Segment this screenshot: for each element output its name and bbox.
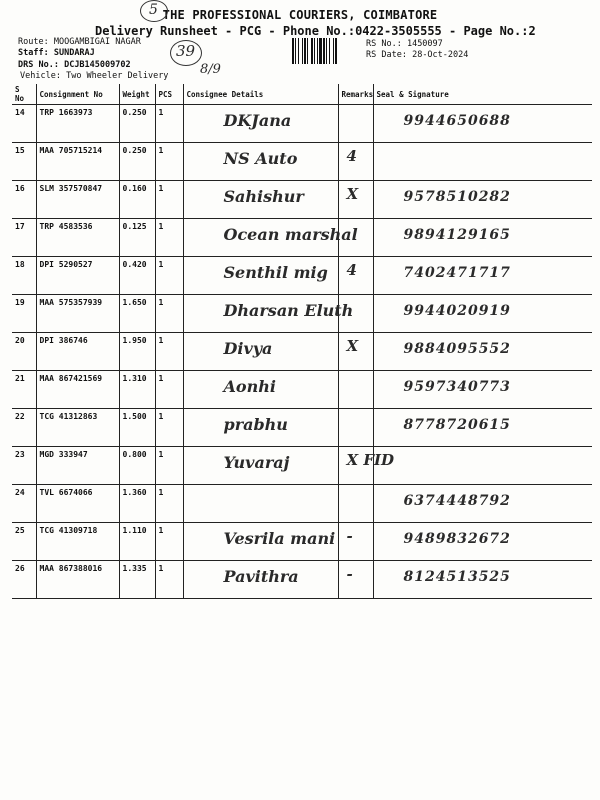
consignment-cell: DPI 386746 xyxy=(36,333,119,371)
consignment-cell: TVL 6674066 xyxy=(36,485,119,523)
runsheet-table xyxy=(12,84,592,599)
sno-cell: 23 xyxy=(12,447,36,485)
weight-cell: 1.950 xyxy=(119,333,155,371)
route-value: MOOGAMBIGAI NAGAR xyxy=(53,37,141,47)
pcs-cell: 1 xyxy=(155,447,183,485)
consignment-cell: MAA 575357939 xyxy=(36,295,119,333)
pcs-cell: 1 xyxy=(155,143,183,181)
consignee-cell xyxy=(183,485,338,523)
col-pcs: PCS xyxy=(155,84,183,105)
weight-cell: 0.800 xyxy=(119,447,155,485)
consignee-cell xyxy=(183,105,338,143)
rs-no-line xyxy=(366,39,443,49)
weight-cell: 1.110 xyxy=(119,523,155,561)
pcs-cell: 1 xyxy=(155,219,183,257)
sno-cell: 26 xyxy=(12,561,36,599)
handwritten-signature: 9894129165 xyxy=(403,227,511,243)
handwritten-signature: 8124513525 xyxy=(403,569,511,585)
consignee-cell xyxy=(183,295,354,333)
consignment-cell: DPI 5290527 xyxy=(36,257,119,295)
remarks-cell xyxy=(338,409,373,447)
handwritten-remark: - xyxy=(346,527,353,545)
handwritten-consignee: Sahishur xyxy=(223,187,304,206)
sno-cell: 14 xyxy=(12,105,36,143)
circled-count: 39 xyxy=(176,42,196,60)
remarks-cell xyxy=(338,485,373,523)
seal-cell xyxy=(373,561,592,599)
pcs-cell: 1 xyxy=(155,409,183,447)
sno-cell: 22 xyxy=(12,409,36,447)
handwritten-consignee: NS Auto xyxy=(223,149,298,168)
consignee-cell xyxy=(183,409,338,447)
weight-cell: 1.335 xyxy=(119,561,155,599)
weight-cell: 0.125 xyxy=(119,219,155,257)
drs-line xyxy=(18,60,131,70)
seal-cell xyxy=(373,143,592,181)
vehicle-label: Vehicle: xyxy=(20,71,61,81)
weight-cell: 0.420 xyxy=(119,257,155,295)
handwritten-consignee: Dharsan Eluth xyxy=(223,301,354,320)
rs-date-value: 28-Oct-2024 xyxy=(412,50,469,60)
consignment-cell: MGD 333947 xyxy=(36,447,119,485)
table-row xyxy=(12,257,592,295)
pcs-cell: 1 xyxy=(155,105,183,143)
rs-date-label: RS Date: xyxy=(366,50,407,60)
table-row xyxy=(12,523,592,561)
seal-cell xyxy=(373,523,592,561)
col-remarks: Remarks xyxy=(338,84,373,105)
rs-date-line xyxy=(366,50,468,60)
handwritten-signature: 9489832672 xyxy=(403,531,511,547)
consignment-cell: TCG 41309718 xyxy=(36,523,119,561)
pcs-cell: 1 xyxy=(155,257,183,295)
consignee-cell xyxy=(183,333,338,371)
consignment-cell: MAA 705715214 xyxy=(36,143,119,181)
handwritten-consignee: Aonhi xyxy=(223,377,276,396)
drs-label: DRS No.: xyxy=(18,60,59,70)
handwritten-consignee: Pavithra xyxy=(223,567,299,586)
handwritten-signature: 9944650688 xyxy=(403,113,511,129)
consignee-cell xyxy=(183,371,338,409)
table-row xyxy=(12,371,592,409)
seal-cell xyxy=(373,409,592,447)
seal-cell xyxy=(373,447,592,485)
table-row xyxy=(12,333,592,371)
table-row xyxy=(12,105,592,143)
handwritten-consignee: Vesrila mani xyxy=(223,529,336,548)
sno-cell: 17 xyxy=(12,219,36,257)
rs-no-value: 1450097 xyxy=(406,39,443,49)
consignee-cell xyxy=(183,143,338,181)
handwritten-remark: X FID xyxy=(346,451,395,469)
staff-line xyxy=(18,48,95,58)
handwritten-consignee: Senthil mig xyxy=(223,263,328,282)
handwritten-remark: - xyxy=(346,565,353,583)
remarks-cell xyxy=(338,105,373,143)
remarks-cell xyxy=(338,257,373,295)
sno-cell: 18 xyxy=(12,257,36,295)
handwritten-consignee: prabhu xyxy=(223,415,288,434)
table-row xyxy=(12,447,592,485)
drs-value: DCJB145009702 xyxy=(64,60,131,70)
consignee-cell xyxy=(183,447,338,485)
weight-cell: 1.650 xyxy=(119,295,155,333)
handwritten-remark: 4 xyxy=(346,261,357,279)
consignee-cell xyxy=(183,257,338,295)
seal-cell xyxy=(373,295,592,333)
col-consignment: Consignment No xyxy=(36,84,119,105)
weight-cell: 1.310 xyxy=(119,371,155,409)
barcode xyxy=(292,38,362,64)
sno-cell: 19 xyxy=(12,295,36,333)
remarks-cell xyxy=(338,219,373,257)
col-consignee: Consignee Details xyxy=(183,84,338,105)
weight-cell: 0.160 xyxy=(119,181,155,219)
col-seal: Seal & Signature xyxy=(373,84,592,105)
pcs-cell: 1 xyxy=(155,523,183,561)
remarks-cell xyxy=(338,295,373,333)
remarks-cell xyxy=(338,371,373,409)
pcs-cell: 1 xyxy=(155,485,183,523)
consignment-cell: MAA 867388016 xyxy=(36,561,119,599)
sheet-title: THE PROFESSIONAL COURIERS, COIMBATORE xyxy=(162,8,438,22)
remarks-cell xyxy=(338,561,373,599)
weight-cell: 0.250 xyxy=(119,143,155,181)
handwritten-remark: 4 xyxy=(346,147,357,165)
page-mark: 5 xyxy=(149,2,158,18)
consignee-cell xyxy=(183,219,358,257)
table-header-row xyxy=(12,84,592,105)
consignee-cell xyxy=(183,181,338,219)
consignment-cell: MAA 867421569 xyxy=(36,371,119,409)
table-row xyxy=(12,409,592,447)
consignment-cell: TRP 1663973 xyxy=(36,105,119,143)
seal-cell xyxy=(373,105,592,143)
handwritten-consignee: Divya xyxy=(223,339,273,358)
handwritten-signature: 7402471717 xyxy=(403,265,511,281)
consignment-cell: TRP 4583536 xyxy=(36,219,119,257)
route-label: Route: xyxy=(18,37,49,47)
barcode-bar xyxy=(337,38,338,64)
sno-cell: 25 xyxy=(12,523,36,561)
sheet-subtitle: Delivery Runsheet - PCG - Phone No.:0422-3505555 - Page No.:2 xyxy=(95,24,536,38)
col-sno: S No xyxy=(12,84,36,105)
staff-label: Staff: xyxy=(18,48,49,58)
consignment-cell: TCG 41312863 xyxy=(36,409,119,447)
vehicle-value: Two Wheeler Delivery xyxy=(66,71,169,81)
col-weight: Weight xyxy=(119,84,155,105)
pcs-cell: 1 xyxy=(155,333,183,371)
sno-cell: 20 xyxy=(12,333,36,371)
vehicle-line xyxy=(20,71,168,81)
seal-cell xyxy=(373,333,592,371)
seal-cell xyxy=(373,219,592,257)
seal-cell xyxy=(373,257,592,295)
fraction-mark: 8/9 xyxy=(200,62,221,77)
table-row xyxy=(12,181,592,219)
table-row xyxy=(12,295,592,333)
pcs-cell: 1 xyxy=(155,181,183,219)
table-row xyxy=(12,143,592,181)
weight-cell: 1.500 xyxy=(119,409,155,447)
remarks-cell xyxy=(338,447,395,485)
handwritten-signature: 9578510282 xyxy=(403,189,511,205)
table-row xyxy=(12,561,592,599)
remarks-cell xyxy=(338,143,373,181)
pcs-cell: 1 xyxy=(155,295,183,333)
table-row xyxy=(12,485,592,523)
handwritten-consignee: Ocean marshal xyxy=(223,225,358,244)
remarks-cell xyxy=(338,333,373,371)
weight-cell: 0.250 xyxy=(119,105,155,143)
handwritten-remark: X xyxy=(346,337,359,355)
table-row xyxy=(12,219,592,257)
rs-no-label: RS No.: xyxy=(366,39,402,49)
remarks-cell xyxy=(338,181,373,219)
handwritten-consignee: DKJana xyxy=(223,111,292,130)
sno-cell: 15 xyxy=(12,143,36,181)
pcs-cell: 1 xyxy=(155,371,183,409)
handwritten-consignee: Yuvaraj xyxy=(223,453,290,472)
handwritten-signature: 9884095552 xyxy=(403,341,511,357)
staff-value: SUNDARAJ xyxy=(53,48,95,58)
sno-cell: 21 xyxy=(12,371,36,409)
pcs-cell: 1 xyxy=(155,561,183,599)
remarks-cell xyxy=(338,523,373,561)
handwritten-signature: 8778720615 xyxy=(403,417,511,433)
sno-cell: 16 xyxy=(12,181,36,219)
sno-cell: 24 xyxy=(12,485,36,523)
seal-cell xyxy=(373,371,592,409)
consignee-cell xyxy=(183,523,338,561)
weight-cell: 1.360 xyxy=(119,485,155,523)
handwritten-signature: 9597340773 xyxy=(403,379,511,395)
handwritten-signature: 6374448792 xyxy=(403,493,511,509)
consignment-cell: SLM 357570847 xyxy=(36,181,119,219)
seal-cell xyxy=(373,181,592,219)
handwritten-remark: X xyxy=(346,185,359,203)
route-line xyxy=(18,37,141,47)
consignee-cell xyxy=(183,561,338,599)
seal-cell xyxy=(373,485,592,523)
handwritten-signature: 9944020919 xyxy=(403,303,511,319)
